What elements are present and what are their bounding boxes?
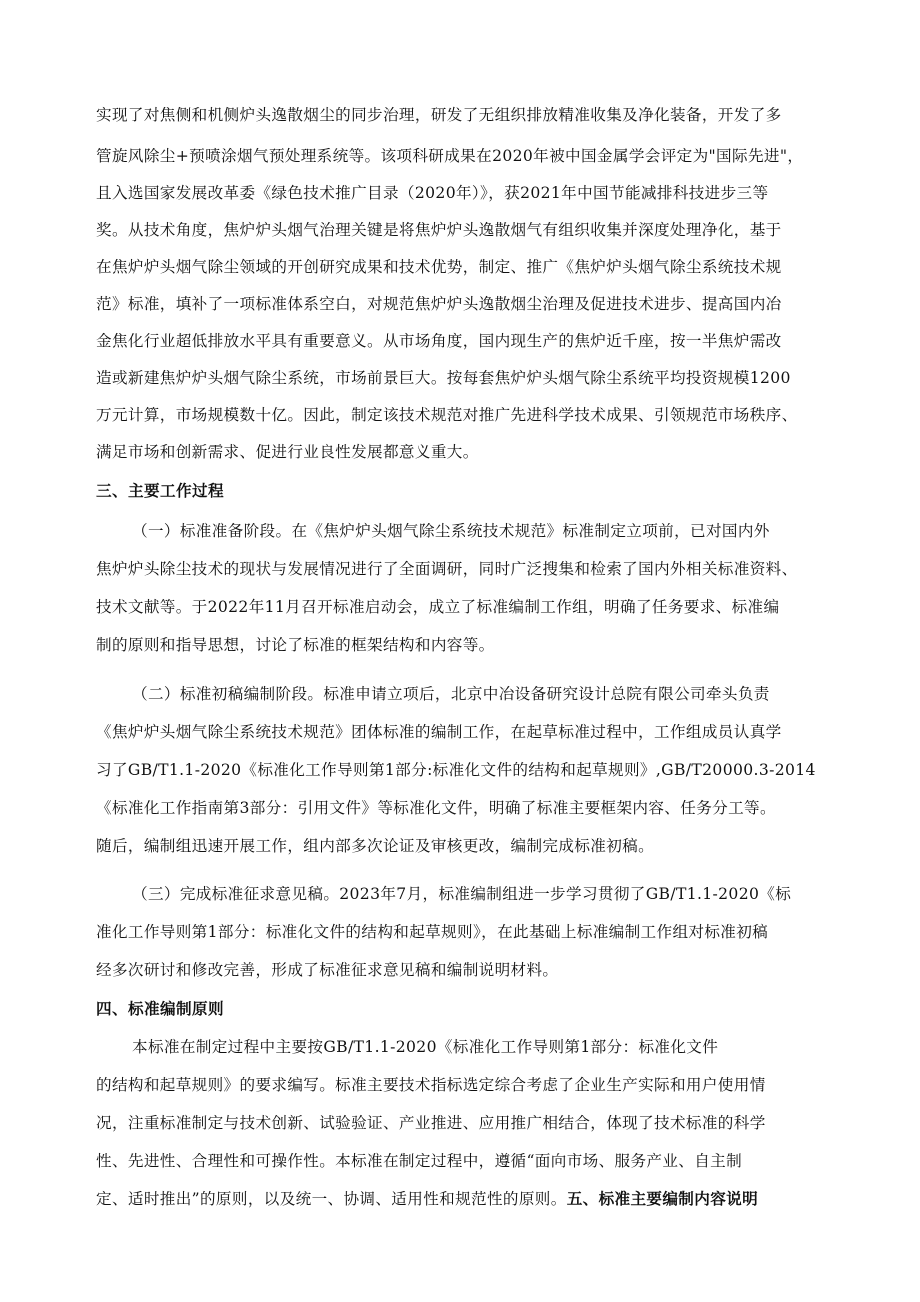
text-line: 准化工作导则第1部分：标准化文件的结构和起草规则》，在此基础上标准编制工作组对标准初稿 bbox=[96, 923, 769, 941]
text-line: 经多次研讨和修改完善，形成了标准征求意见稿和编制说明材料。 bbox=[96, 961, 559, 979]
text-line: 造或新建焦炉炉头烟气除尘系统，市场前景巨大。按每套焦炉炉头烟气除尘系统平均投资规模1200 bbox=[96, 369, 791, 387]
text-line: （一）标准准备阶段。在《焦炉炉头烟气除尘系统技术规范》标准制定立项前，已对国内外 bbox=[132, 522, 770, 540]
text-line: 范》标准，填补了一项标准体系空白，对规范焦炉炉头逸散烟尘治理及促进技术进步、提高国内冶 bbox=[96, 295, 782, 313]
text-line: 在焦炉炉头烟气除尘领域的开创研究成果和技术优势，制定、推广《焦炉炉头烟气除尘系统技术规 bbox=[96, 258, 782, 276]
text-line: 金焦化行业超低排放水平具有重要意义。从市场角度，国内现生产的焦炉近千座，按一半焦炉需改 bbox=[96, 332, 782, 350]
text-line: 随后，编制组迅速开展工作，组内部多次论证及审核更改，编制完成标准初稿。 bbox=[96, 837, 655, 855]
section-heading-4: 四、标准编制原则 bbox=[96, 1000, 224, 1018]
text-line: 实现了对焦侧和机侧炉头逸散烟尘的同步治理，研发了无组织排放精准收集及净化装备，开发了多 bbox=[96, 106, 782, 124]
text-line: （三）完成标准征求意见稿。2023年7月，标准编制组进一步学习贯彻了GB/T1.1-2020《标 bbox=[132, 885, 792, 903]
text-line: 满足市场和创新需求、促进行业良性发展都意义重大。 bbox=[96, 443, 479, 461]
section-heading-3: 三、主要工作过程 bbox=[96, 482, 224, 500]
section-heading-5: 五、标准主要编制内容说明 bbox=[566, 1190, 759, 1208]
text-line: 且入选国家发展改革委《绿色技术推广目录（2020年）》，获2021年中国节能减排科技进步三等 bbox=[96, 184, 769, 202]
text-line: 管旋风除尘+预喷涂烟气预处理系统等。该项科研成果在2020年被中国金属学会评定为"国际先进"， bbox=[96, 147, 804, 165]
text-line: 技术文献等。于2022年11月召开标准启动会，成立了标准编制工作组，明确了任务要求、标准编 bbox=[96, 598, 780, 616]
text-line: 焦炉炉头除尘技术的现状与发展情况进行了全面调研，同时广泛搜集和检索了国内外相关标准资料、 bbox=[96, 560, 798, 578]
text-line: （二）标准初稿编制阶段。标准申请立项后，北京中冶设备研究设计总院有限公司牵头负责 bbox=[132, 685, 770, 703]
text-span: 定、适时推出”的原则，以及统一、协调、适用性和规范性的原则。 bbox=[96, 1190, 567, 1208]
text-line: 况，注重标准制定与技术创新、试验验证、产业推进、应用推广相结合，体现了技术标准的科学 bbox=[96, 1114, 766, 1132]
text-line: 本标准在制定过程中主要按GB/T1.1-2020《标准化工作导则第1部分：标准化文件 bbox=[132, 1038, 719, 1056]
text-line-with-inline-heading bbox=[96, 1188, 836, 1210]
text-line: 万元计算，市场规模数十亿。因此，制定该技术规范对推广先进科学技术成果、引领规范市场秩序、 bbox=[96, 406, 798, 424]
text-line: 制的原则和指导思想，讨论了标准的框架结构和内容等。 bbox=[96, 636, 495, 654]
text-line: 性、先进性、合理性和可操作性。本标准在制定过程中，遵循“面向市场、服务产业、自主制 bbox=[96, 1152, 743, 1170]
text-line: 奖。从技术角度，焦炉炉头烟气治理关键是将焦炉炉头逸散烟气有组织收集并深度处理净化，基于 bbox=[96, 221, 782, 239]
text-line: 《焦炉炉头烟气除尘系统技术规范》团体标准的编制工作，在起草标准过程中，工作组成员认真学 bbox=[96, 723, 782, 741]
text-line: 的结构和起草规则》的要求编写。标准主要技术指标选定综合考虑了企业生产实际和用户使用情 bbox=[96, 1076, 766, 1094]
text-line: 《标准化工作指南第3部分：引用文件》等标准化文件，明确了标准主要框架内容、任务分工等。 bbox=[96, 799, 776, 817]
text-line: 习了GB/T1.1-2020《标准化工作导则第1部分:标准化文件的结构和起草规则》,GB/T20000.3-2014 bbox=[96, 761, 816, 779]
